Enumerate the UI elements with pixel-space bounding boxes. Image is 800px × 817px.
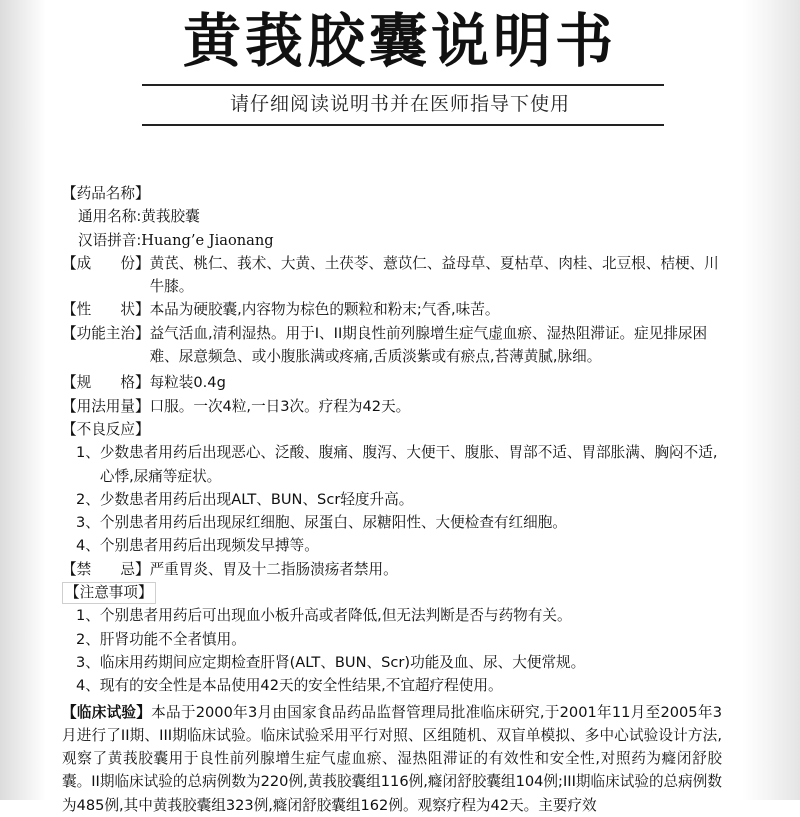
adverse-item-text: 个别患者用药后出现频发早搏等。 <box>99 537 319 555</box>
section-drug-name-header <box>62 182 722 205</box>
adverse-item-number: 2、 <box>76 490 100 508</box>
instructions-body <box>62 182 722 817</box>
document-subtitle: 请仔细阅读说明书并在医师指导下使用 <box>229 93 570 115</box>
precaution-item-number: 1、 <box>76 607 100 625</box>
generic-name-line <box>62 205 722 228</box>
precaution-item-text: 临床用药期间应定期检查肝肾(ALT、BUN、Scr)功能及血、尿、大便常规。 <box>99 653 586 671</box>
indications-text: 益气活血,清利湿热。用于I、II期良性前列腺增生症气虚血瘀、湿热阻滞证。症见排尿困难、尿意频急、或小腹胀满或疼痛,舌质淡紫或有瘀点,苔薄黄腻,脉细。 <box>149 324 708 366</box>
pinyin-value: Huang’e Jiaonang <box>141 231 274 249</box>
pinyin-label: 汉语拼音: <box>78 231 142 249</box>
pinyin-name-line <box>62 229 722 252</box>
precaution-item-number: 2、 <box>76 630 100 648</box>
precaution-item-text: 个别患者用药后可出现血小板升高或者降低,但无法判断是否与药物有关。 <box>99 607 572 625</box>
dosage-text: 口服。一次4粒,一日3次。疗程为42天。 <box>149 397 411 415</box>
precautions-header: 【注意事项】 <box>62 582 156 604</box>
page-edge-shadow-left <box>0 0 46 800</box>
adverse-item-text: 少数患者用药后出现恶心、泛酸、腹痛、腹泻、大便干、腹胀、胃部不适、胃部胀满、胸闷不适,心悸,尿痛等症状。 <box>99 444 718 485</box>
document-title: 黄莪胶囊说明书 <box>182 7 617 75</box>
contraindications-label: 【禁 忌】 <box>62 560 150 578</box>
ingredients-label: 【成 份】 <box>62 254 150 272</box>
precaution-item-number: 3、 <box>76 653 100 671</box>
indications-label: 【功能主治】 <box>62 324 150 342</box>
section-contraindications <box>62 558 722 581</box>
specification-text: 每粒装0.4g <box>149 374 226 392</box>
ingredients-text: 黄芪、桃仁、莪术、大黄、土茯苓、薏苡仁、益母草、夏枯草、肉桂、北豆根、桔梗、川牛膝。 <box>149 254 719 296</box>
generic-name-label: 通用名称: <box>78 208 142 226</box>
adverse-item <box>62 511 722 534</box>
adverse-item <box>62 534 722 557</box>
precaution-item <box>62 674 722 697</box>
contraindications-text: 严重胃炎、胃及十二指肠溃疡者禁用。 <box>149 560 398 578</box>
adverse-item-text: 少数患者用药后出现ALT、BUN、Scr轻度升高。 <box>99 490 414 508</box>
adverse-item <box>62 441 722 488</box>
precaution-item <box>62 604 722 627</box>
precaution-item <box>62 651 722 674</box>
section-indications <box>62 322 722 369</box>
precaution-item-text: 现有的安全性是本品使用42天的安全性结果,不宜超疗程使用。 <box>99 677 503 695</box>
adverse-header: 【不良反应】 <box>62 420 150 438</box>
description-label: 【性 状】 <box>62 301 150 319</box>
drug-name-header: 【药品名称】 <box>62 185 150 202</box>
clinical-trials-text: 本品于2000年3月由国家食品药品监督管理局批准临床研究,于2001年11月至2005年3月进行了II期、III期临床试验。临床试验采用平行对照、区组随机、双盲单模拟、多中心试验设计方法,观察了黄莪胶囊用于良性前列腺增生症气虚血瘀、湿热阻滞证的有效性和安全性,对照药为癃闭舒胶囊。II期临床试验的总病例数为220例,黄莪胶囊组116例,癃闭舒胶囊组104例;III期临床试验的总病例数为485例,其中黄莪胶囊组323例,癃闭舒胶囊组162例。观察疗程为42天。主要疗效 <box>62 703 722 814</box>
page-edge-shadow-right <box>742 0 800 800</box>
adverse-item-text: 个别患者用药后出现尿红细胞、尿蛋白、尿糖阳性、大便检查有红细胞。 <box>99 514 567 532</box>
adverse-item <box>62 488 722 511</box>
adverse-item-number: 3、 <box>76 514 100 532</box>
section-precautions-header <box>62 581 722 604</box>
section-dosage <box>62 395 722 418</box>
precaution-item <box>62 628 722 651</box>
specification-label: 【规 格】 <box>62 374 150 392</box>
adverse-item-number: 1、 <box>76 444 100 462</box>
title-rule-top <box>142 84 664 86</box>
title-rule-bottom <box>142 124 664 126</box>
generic-name-value: 黄莪胶囊 <box>141 208 200 226</box>
adverse-item-number: 4、 <box>76 537 100 555</box>
section-ingredients <box>62 252 722 299</box>
clinical-trials-label: 【临床试验】 <box>62 703 152 721</box>
dosage-label: 【用法用量】 <box>62 397 150 415</box>
section-adverse-header <box>62 418 722 441</box>
section-description <box>62 298 722 321</box>
section-specification <box>62 371 722 394</box>
precaution-item-text: 肝肾功能不全者慎用。 <box>99 630 246 648</box>
description-text: 本品为硬胶囊,内容物为棕色的颗粒和粉末;气香,味苦。 <box>149 301 500 319</box>
precaution-item-number: 4、 <box>76 677 100 695</box>
